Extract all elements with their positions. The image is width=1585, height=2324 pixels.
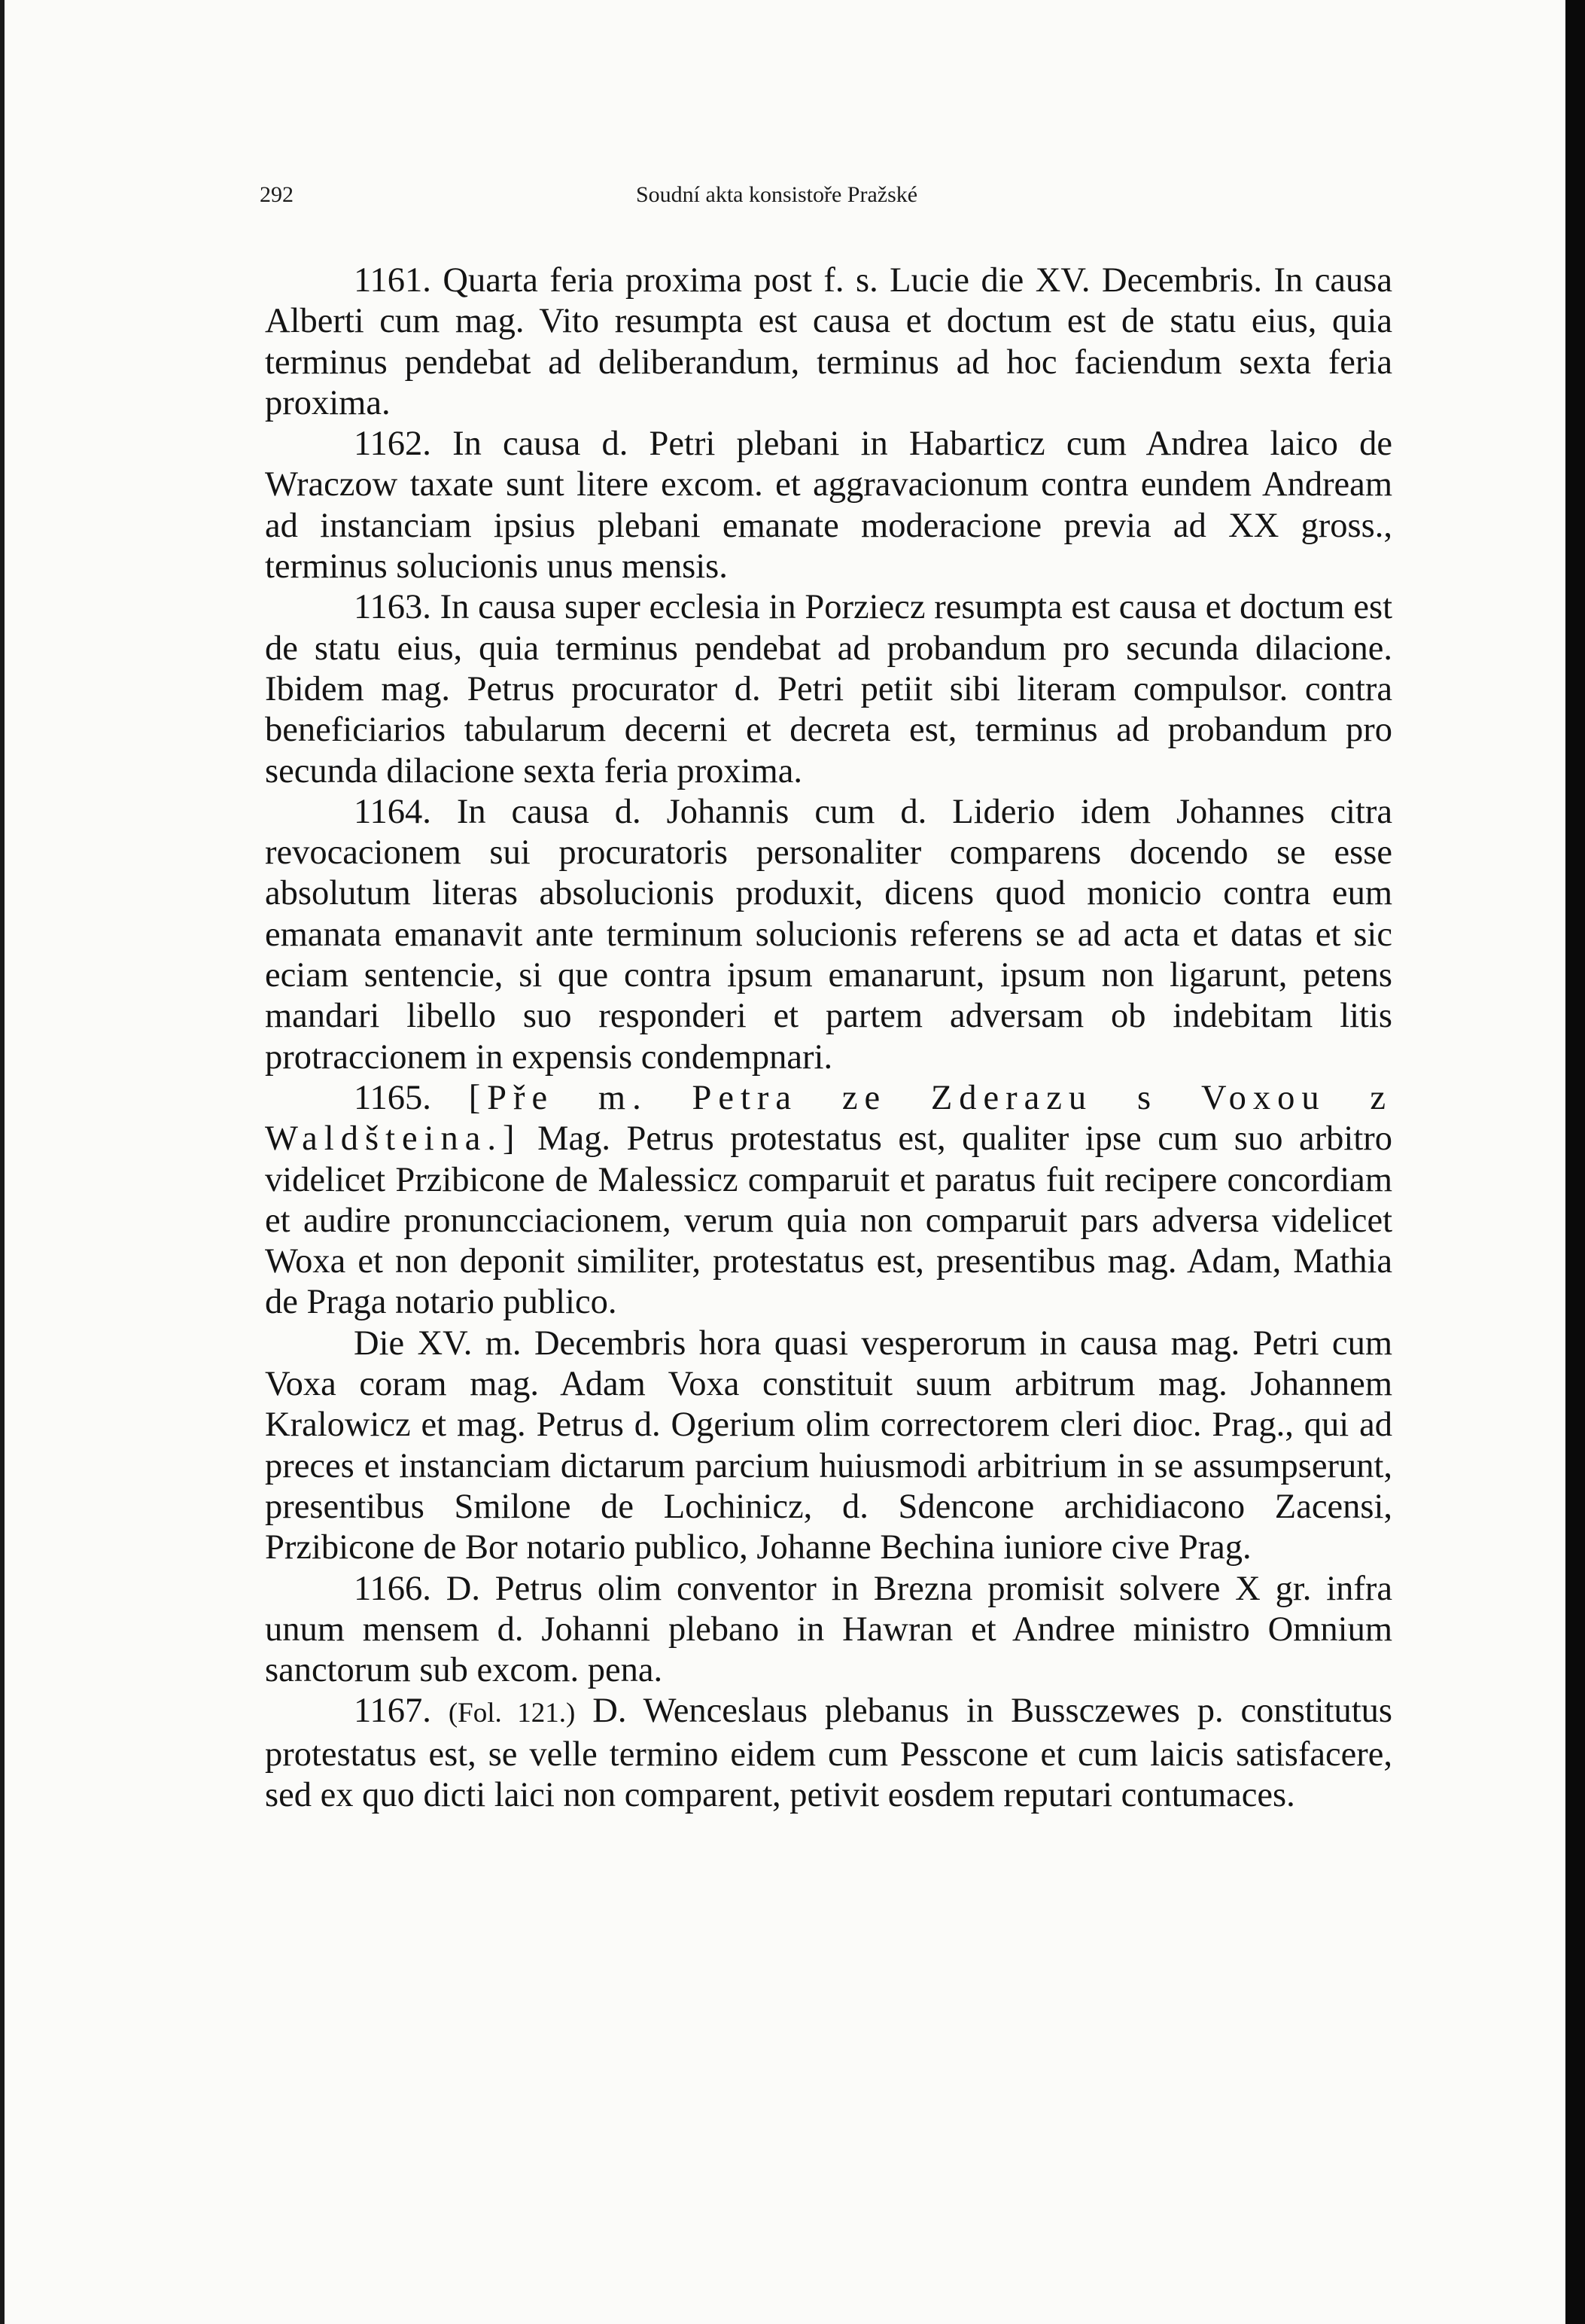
entry-number: 1165.	[354, 1078, 431, 1117]
page-number: 292	[260, 182, 294, 207]
entry-text: Mag. Petrus protestatus est, qualiter ipse cum suo arbitro videlicet Przibicone de Malessicz comparuit et paratus fuit recipere concordiam et audire pronuncciacionem, verum quia non comparuit pars adversa videlicet Woxa et non deponit similiter, protestatus est, presentibus mag. Adam, Mathia de Praga notario publico.	[265, 1119, 1392, 1322]
entry-1165	[265, 1078, 1392, 1323]
entry-1164: 1164. In causa d. Johannis cum d. Liderio idem Johannes citra revocacionem sui procuratoris personaliter comparens docendo se esse absolutum literas absolucionis produxit, dicens quod monicio contra eum emanata emanavit ante terminum solucionis referens se ad acta et datas et sic eciam sentencie, si que contra ipsum emanarunt, ipsum non ligarunt, petens mandari libello suo responderi et partem adversam ob indebitam litis protraccionem in expensis condempnari.	[265, 792, 1392, 1077]
body-text	[265, 260, 1392, 1816]
page-header	[260, 182, 1404, 212]
entry-1166: 1166. D. Petrus olim conventor in Brezna promisit solvere X gr. infra unum mensem d. Johanni plebano in Hawran et Andree ministro Omnium sanctorum sub excom. pena.	[265, 1569, 1392, 1690]
entry-1162: 1162. In causa d. Petri plebani in Habarticz cum Andrea laico de Wraczow taxate sunt litere excom. et aggravacionum contra eundem Andream ad instanciam ipsius plebani emanate moderacione previa ad XX gross., terminus solucionis unus mensis.	[265, 425, 1392, 586]
entry-number: 1167.	[354, 1692, 431, 1731]
entry-1167	[265, 1691, 1392, 1816]
editorial-heading: [Pře m. Petra ze Zderazu s Voxou z Waldšteina.]	[265, 1078, 1393, 1159]
entry-text: D. Wenceslaus plebanus in Bussczewes p. constitutus protestatus est, se velle termino eidem cum Pesscone et cum laicis satisfacere, sed ex quo dicti laici non comparent, petivit eosdem reputari contumaces.	[265, 1692, 1393, 1814]
page-shadow-left	[0, 0, 5, 2324]
entry-1161: 1161. Quarta feria proxima post f. s. Lucie die XV. Decembris. In causa Alberti cum mag. Vito resumpta est causa et doctum est de statu eius, quia terminus pendebat ad deliberandum, terminus ad hoc faciendum sexta feria proxima.	[265, 261, 1392, 422]
running-title: Soudní akta konsistoře Pražské	[636, 182, 918, 207]
scan-border-right	[1565, 0, 1585, 2324]
entry-1163: 1163. In causa super ecclesia in Porziecz resumpta est causa et doctum est de statu eius, quia terminus pendebat ad probandum pro secunda dilacione. Ibidem mag. Petrus procurator d. Petri petiit sibi literam compulsor. contra beneficiarios tabularum decerni et decreta est, terminus ad probandum pro secunda dilacione sexta feria proxima.	[265, 588, 1392, 790]
folio-reference: (Fol. 121.)	[448, 1698, 576, 1729]
entry-die-xv: Die XV. m. Decembris hora quasi vesperorum in causa mag. Petri cum Voxa coram mag. Adam Voxa constituit suum arbitrum mag. Johannem Kralowicz et mag. Petrus d. Ogerium olim correctorem cleri dioc. Prag., qui ad preces et instanciam dictarum parcium huiusmodi arbitrium in se assumpserunt, presentibus Smilone de Lochinicz, d. Sdencone archidiacono Zacensi, Przibicone de Bor notario publico, Johanne Bechina iuniore cive Prag.	[265, 1323, 1392, 1567]
